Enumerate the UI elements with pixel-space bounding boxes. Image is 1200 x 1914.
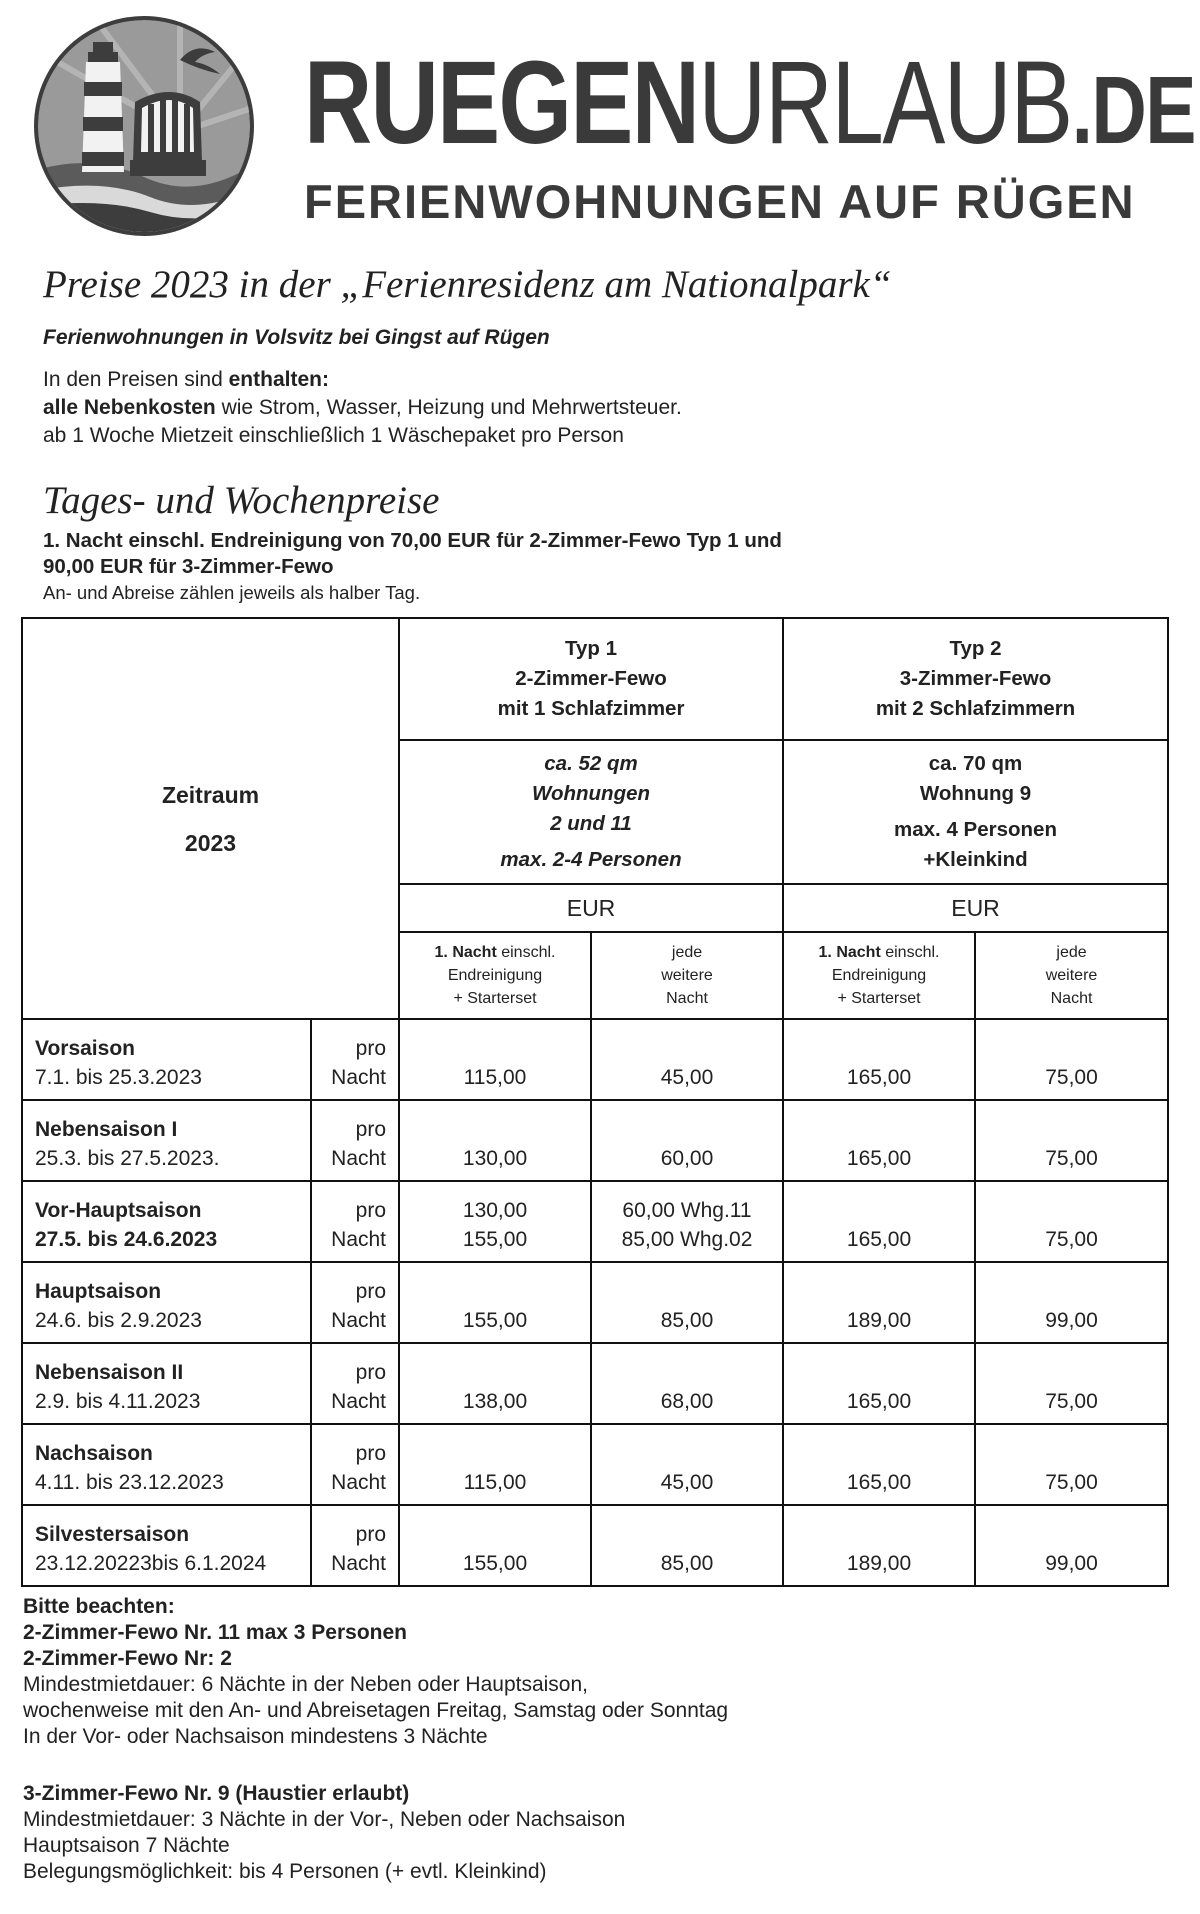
note-min-stay-2: wochenweise mit den An- und Abreisetagen Freitag, Samstag oder Sonntag bbox=[23, 1699, 729, 1722]
table-row bbox=[22, 1262, 1168, 1343]
note-min-stay-3: In der Vor- oder Nachsaison mindestens 3 Nächte bbox=[23, 1725, 488, 1748]
note-fewo-9: 3-Zimmer-Fewo Nr. 9 (Haustier erlaubt) bbox=[23, 1782, 410, 1805]
typ1-first-price: 115,00 bbox=[399, 1019, 591, 1100]
brand-tagline: FERIENWOHNUNGEN AUF RÜGEN bbox=[304, 175, 1136, 228]
col-first-rest: einschl. bbox=[880, 944, 940, 961]
lighthouse-beach-chair-logo-icon bbox=[30, 12, 258, 240]
per-night-cell bbox=[311, 1100, 399, 1181]
note-fewo-9-occupancy: Belegungsmöglichkeit: bis 4 Personen (+ evtl. Kleinkind) bbox=[23, 1860, 547, 1883]
typ1-next-price: 68,00 bbox=[591, 1343, 783, 1424]
season-name: Nachsaison bbox=[35, 1442, 153, 1465]
typ1-first-price-a: 130,00 bbox=[462, 1199, 528, 1222]
header bbox=[30, 12, 1195, 247]
page-subtitle: Ferienwohnungen in Volsvitz bei Gingst auf Rügen bbox=[43, 326, 550, 349]
included-line-2-bold: alle Nebenkosten bbox=[43, 396, 216, 419]
included-line-2 bbox=[43, 394, 682, 422]
included-line-3: ab 1 Woche Mietzeit einschließlich 1 Wäschepaket pro Person bbox=[43, 424, 624, 447]
page-title: Preise 2023 in der „Ferienresidenz am Nationalpark“ bbox=[43, 263, 892, 306]
pro-label: pro bbox=[355, 1523, 387, 1546]
pro-label: pro bbox=[355, 1118, 387, 1141]
season-dates: 25.3. bis 27.5.2023. bbox=[35, 1147, 220, 1170]
typ2-first-price: 189,00 bbox=[783, 1262, 975, 1343]
typ1-line3: mit 1 Schlafzimmer bbox=[497, 697, 685, 720]
nacht-label: Nacht bbox=[331, 1471, 387, 1494]
typ2-next-price: 75,00 bbox=[975, 1181, 1168, 1262]
typ1-next-price bbox=[591, 1181, 783, 1262]
typ2-size2: Wohnung 9 bbox=[919, 782, 1032, 805]
col-next-line2: weitere bbox=[1045, 967, 1098, 984]
first-night-note-line-1: 1. Nacht einschl. Endreinigung von 70,00 EUR für 2-Zimmer-Fewo Typ 1 und bbox=[43, 529, 782, 552]
per-night-cell bbox=[311, 1424, 399, 1505]
nacht-label: Nacht bbox=[331, 1390, 387, 1413]
col-first-rest: einschl. bbox=[496, 944, 556, 961]
typ1-first-price: 115,00 bbox=[399, 1424, 591, 1505]
typ2-next-price: 99,00 bbox=[975, 1505, 1168, 1586]
col-next-line1: jede bbox=[671, 944, 703, 961]
section-title: Tages- und Wochenpreise bbox=[43, 479, 440, 522]
col-next-line3: Nacht bbox=[666, 990, 708, 1007]
brand-bold: RUEGEN bbox=[304, 37, 699, 169]
brand-wordmark bbox=[304, 37, 1200, 229]
typ2-next-price: 99,00 bbox=[975, 1262, 1168, 1343]
typ1-size1: ca. 52 qm bbox=[544, 752, 638, 775]
table-row bbox=[22, 1505, 1168, 1586]
typ2-size1: ca. 70 qm bbox=[928, 752, 1023, 775]
zeitraum-header bbox=[22, 618, 399, 1019]
season-cell bbox=[22, 1505, 311, 1586]
typ2-next-price: 75,00 bbox=[975, 1343, 1168, 1424]
season-name: Hauptsaison bbox=[35, 1280, 162, 1303]
typ2-next-night-header bbox=[975, 932, 1168, 1019]
season-dates: 24.6. bis 2.9.2023 bbox=[35, 1309, 202, 1332]
table-row bbox=[22, 1100, 1168, 1181]
typ2-next-price: 75,00 bbox=[975, 1424, 1168, 1505]
typ1-first-price: 130,00 bbox=[399, 1100, 591, 1181]
per-night-cell bbox=[311, 1181, 399, 1262]
table-row bbox=[22, 1181, 1168, 1262]
note-fewo-2: 2-Zimmer-Fewo Nr: 2 bbox=[23, 1647, 232, 1670]
typ1-first-price: 155,00 bbox=[399, 1505, 591, 1586]
table-header-row-type bbox=[22, 618, 1168, 740]
season-name: Vorsaison bbox=[35, 1037, 135, 1060]
typ2-size4: +Kleinkind bbox=[923, 848, 1028, 871]
zeitraum-label: Zeitraum bbox=[161, 781, 260, 808]
typ1-currency: EUR bbox=[399, 884, 783, 932]
typ1-header bbox=[399, 618, 783, 740]
typ2-first-price: 189,00 bbox=[783, 1505, 975, 1586]
notes-heading: Bitte beachten: bbox=[23, 1595, 175, 1618]
typ1-first-price: 155,00 bbox=[399, 1262, 591, 1343]
typ1-first-night-header bbox=[399, 932, 591, 1019]
note-min-stay-1: Mindestmietdauer: 6 Nächte in der Neben oder Hauptsaison, bbox=[23, 1673, 588, 1696]
typ2-line2: 3-Zimmer-Fewo bbox=[899, 667, 1052, 690]
season-cell bbox=[22, 1343, 311, 1424]
per-night-cell bbox=[311, 1343, 399, 1424]
col-next-line2: weitere bbox=[661, 967, 713, 984]
season-dates: 2.9. bis 4.11.2023 bbox=[35, 1390, 201, 1413]
pro-label: pro bbox=[355, 1199, 387, 1222]
zeitraum-year: 2023 bbox=[184, 829, 237, 856]
typ1-next-price: 60,00 bbox=[591, 1100, 783, 1181]
typ2-size3: max. 4 Personen bbox=[894, 818, 1057, 841]
typ2-first-price: 165,00 bbox=[783, 1343, 975, 1424]
included-line-1-text: In den Preisen sind bbox=[43, 368, 229, 391]
included-info bbox=[43, 366, 682, 450]
season-cell bbox=[22, 1262, 311, 1343]
col-first-bold: 1. Nacht bbox=[434, 944, 497, 961]
nacht-label: Nacht bbox=[331, 1066, 387, 1089]
pro-label: pro bbox=[355, 1280, 387, 1303]
table-row bbox=[22, 1019, 1168, 1100]
typ1-next-price-a: 60,00 Whg.11 bbox=[622, 1199, 752, 1222]
typ1-first-price-b: 155,00 bbox=[462, 1228, 528, 1251]
typ1-next-price-b: 85,00 Whg.02 bbox=[621, 1228, 753, 1251]
nacht-label: Nacht bbox=[331, 1228, 387, 1251]
pro-label: pro bbox=[355, 1442, 387, 1465]
typ2-first-night-header bbox=[783, 932, 975, 1019]
per-night-cell bbox=[311, 1019, 399, 1100]
included-line-1 bbox=[43, 366, 682, 394]
season-cell bbox=[22, 1181, 311, 1262]
typ2-first-price: 165,00 bbox=[783, 1181, 975, 1262]
pro-label: pro bbox=[355, 1037, 387, 1060]
season-dates: 27.5. bis 24.6.2023 bbox=[35, 1228, 218, 1251]
typ1-next-price: 45,00 bbox=[591, 1424, 783, 1505]
col-next-line1: jede bbox=[1056, 944, 1087, 961]
typ2-next-price: 75,00 bbox=[975, 1100, 1168, 1181]
col-first-line2: Endreinigung bbox=[831, 967, 927, 984]
typ2-first-price: 165,00 bbox=[783, 1100, 975, 1181]
per-night-cell bbox=[311, 1505, 399, 1586]
typ1-line2: 2-Zimmer-Fewo bbox=[515, 667, 667, 690]
typ2-currency: EUR bbox=[783, 884, 1168, 932]
notes-spacer bbox=[23, 1750, 728, 1781]
col-first-bold: 1. Nacht bbox=[818, 944, 881, 961]
season-name: Silvestersaison bbox=[35, 1523, 190, 1546]
col-first-line3: + Starterset bbox=[837, 990, 921, 1007]
typ1-size4: max. 2-4 Personen bbox=[500, 848, 682, 871]
first-night-note-line-2: 90,00 EUR für 3-Zimmer-Fewo bbox=[43, 555, 334, 578]
season-dates: 4.11. bis 23.12.2023 bbox=[35, 1471, 224, 1494]
typ1-next-night-header bbox=[591, 932, 783, 1019]
typ2-line3: mit 2 Schlafzimmern bbox=[875, 697, 1076, 720]
pro-label: pro bbox=[355, 1361, 387, 1384]
typ1-next-price: 85,00 bbox=[591, 1505, 783, 1586]
typ2-line1: Typ 2 bbox=[949, 637, 1002, 660]
per-night-cell bbox=[311, 1262, 399, 1343]
table-row bbox=[22, 1424, 1168, 1505]
season-cell bbox=[22, 1100, 311, 1181]
typ1-first-price bbox=[399, 1181, 591, 1262]
season-dates: 7.1. bis 25.3.2023 bbox=[35, 1066, 202, 1089]
table-row bbox=[22, 1343, 1168, 1424]
typ2-first-price: 165,00 bbox=[783, 1424, 975, 1505]
note-fewo-9-hauptsaison: Hauptsaison 7 Nächte bbox=[23, 1834, 230, 1857]
col-first-line1 bbox=[784, 941, 974, 964]
typ1-size bbox=[399, 740, 783, 884]
typ2-header bbox=[783, 618, 1168, 740]
price-table bbox=[21, 617, 1169, 1587]
col-first-line1 bbox=[400, 941, 590, 964]
typ2-first-price: 165,00 bbox=[783, 1019, 975, 1100]
season-cell bbox=[22, 1019, 311, 1100]
included-line-1-bold: enthalten: bbox=[228, 368, 329, 391]
col-first-line2: Endreinigung bbox=[447, 967, 543, 984]
nacht-label: Nacht bbox=[331, 1147, 387, 1170]
season-name: Nebensaison II bbox=[35, 1361, 184, 1384]
brand-tld: .DE bbox=[1071, 57, 1195, 164]
first-night-note bbox=[43, 528, 782, 580]
season-name: Vor-Hauptsaison bbox=[35, 1199, 202, 1222]
season-dates: 23.12.20223bis 6.1.2024 bbox=[35, 1552, 267, 1575]
col-first-line3: + Starterset bbox=[453, 990, 537, 1007]
note-fewo-11: 2-Zimmer-Fewo Nr. 11 max 3 Personen bbox=[23, 1621, 407, 1644]
brand-light: URLAUB bbox=[698, 37, 1072, 169]
arrival-note: An- und Abreise zählen jeweils als halber Tag. bbox=[43, 582, 421, 603]
typ2-next-price: 75,00 bbox=[975, 1019, 1168, 1100]
typ1-line1: Typ 1 bbox=[565, 637, 618, 660]
included-line-2-text: wie Strom, Wasser, Heizung und Mehrwertsteuer. bbox=[215, 396, 682, 419]
typ1-size3: 2 und 11 bbox=[550, 812, 632, 835]
nacht-label: Nacht bbox=[331, 1309, 387, 1332]
season-cell bbox=[22, 1424, 311, 1505]
nacht-label: Nacht bbox=[331, 1552, 387, 1575]
note-fewo-9-min-stay: Mindestmietdauer: 3 Nächte in der Vor-, Neben oder Nachsaison bbox=[23, 1808, 626, 1831]
typ1-next-price: 45,00 bbox=[591, 1019, 783, 1100]
typ2-size bbox=[783, 740, 1168, 884]
typ1-first-price: 138,00 bbox=[399, 1343, 591, 1424]
season-name: Nebensaison I bbox=[35, 1118, 178, 1141]
typ1-size2: Wohnungen bbox=[531, 782, 651, 805]
brand-name bbox=[304, 37, 1195, 170]
col-next-line3: Nacht bbox=[1050, 990, 1093, 1007]
notes-section bbox=[23, 1594, 728, 1885]
typ1-next-price: 85,00 bbox=[591, 1262, 783, 1343]
